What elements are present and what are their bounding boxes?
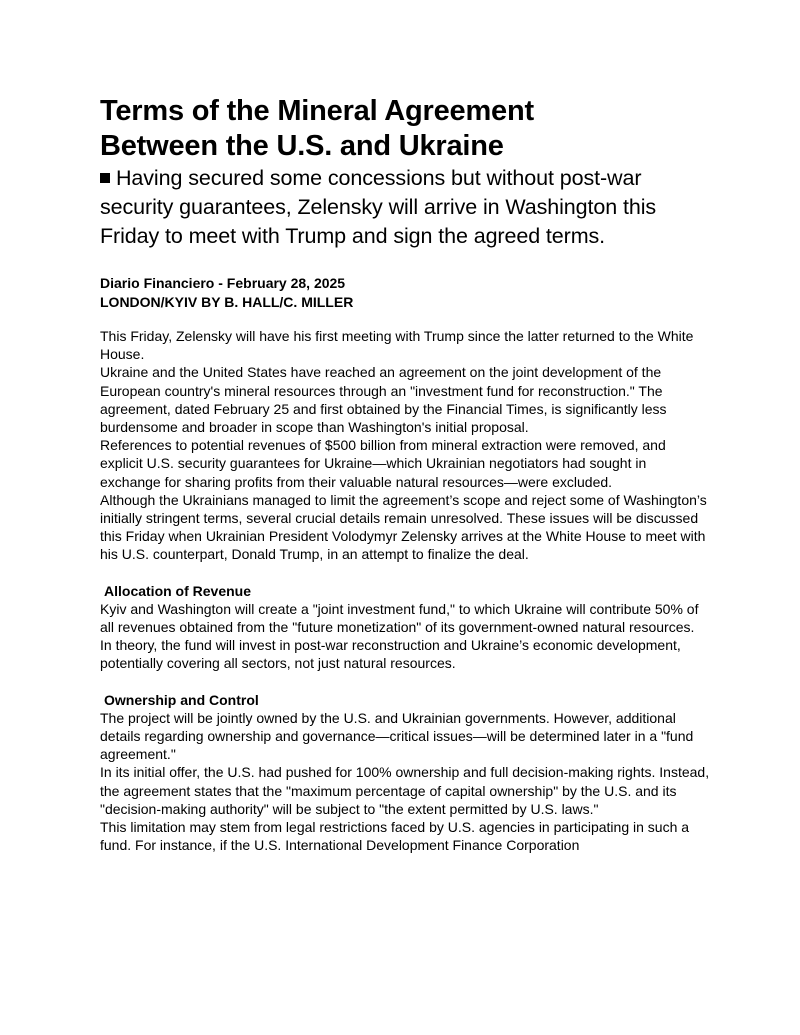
byline bbox=[100, 274, 710, 312]
square-bullet-icon bbox=[100, 173, 110, 183]
paragraph: Although the Ukrainians managed to limit the agreement’s scope and reject some of Washington’s initially stringent terms, several crucial details remain unresolved. These issues will be discussed this Friday when Ukrainian President Volodymyr Zelensky arrives at the White House to meet with his U.S. counterpart, Donald Trump, in an attempt to finalize the deal. bbox=[100, 491, 707, 563]
source-line: Diario Financiero - February 28, 2025 bbox=[100, 275, 346, 291]
section-heading-ownership: Ownership and Control bbox=[104, 691, 259, 708]
article-title bbox=[100, 94, 710, 164]
article-subtitle bbox=[100, 164, 710, 251]
article bbox=[100, 94, 710, 854]
article-subtitle-text: Having secured some concessions but without post-war security guarantees, Zelensky will arrive in Washington this Friday to meet with Trump and sign the agreed terms. bbox=[100, 166, 657, 248]
article-title-line-2: Between the U.S. and Ukraine bbox=[100, 130, 504, 162]
paragraph: Ukraine and the United States have reached an agreement on the joint development of the European country's mineral resources through an "investment fund for reconstruction." The agreement, dated February 25 and first obtained by the Financial Times, is significantly less burdensome and broader in scope than Washington's initial proposal. bbox=[100, 364, 667, 436]
paragraph: This Friday, Zelensky will have his first meeting with Trump since the latter returned to the White House. bbox=[100, 328, 694, 363]
author-line: LONDON/KYIV BY B. HALL/C. MILLER bbox=[100, 294, 354, 310]
paragraph: Kyiv and Washington will create a "joint investment fund," to which Ukraine will contribute 50% of all revenues obtained from the "future monetization" of its government-owned natural resources. bbox=[100, 600, 699, 636]
article-body bbox=[100, 327, 710, 854]
paragraph: In theory, the fund will invest in post-war reconstruction and Ukraine’s economic development, potentially covering all sectors, not just natural resources. bbox=[100, 637, 681, 672]
paragraph: In its initial offer, the U.S. had pushed for 100% ownership and full decision-making rights. Instead, the agreement states that the "maximum percentage of capital ownership" by the U.S. and its "decision-making authority" will be subject to "the extent permitted by U.S. laws." bbox=[100, 764, 710, 817]
paragraph: The project will be jointly owned by the U.S. and Ukrainian governments. However, additional details regarding ownership and governance—critical issues—will be determined later in a "fund agreement." bbox=[100, 709, 694, 763]
paragraph: This limitation may stem from legal restrictions faced by U.S. agencies in participating in such a fund. For instance, if the U.S. International Development Finance Corporation bbox=[100, 819, 690, 854]
paragraph: References to potential revenues of $500 billion from mineral extraction were removed, and explicit U.S. security guarantees for Ukraine—which Ukrainian negotiators had sought in exchange for sharing profits from their valuable natural resources—were excluded. bbox=[100, 437, 666, 490]
article-title-line-1: Terms of the Mineral Agreement bbox=[100, 95, 534, 127]
section-heading-allocation: Allocation of Revenue bbox=[104, 582, 252, 599]
